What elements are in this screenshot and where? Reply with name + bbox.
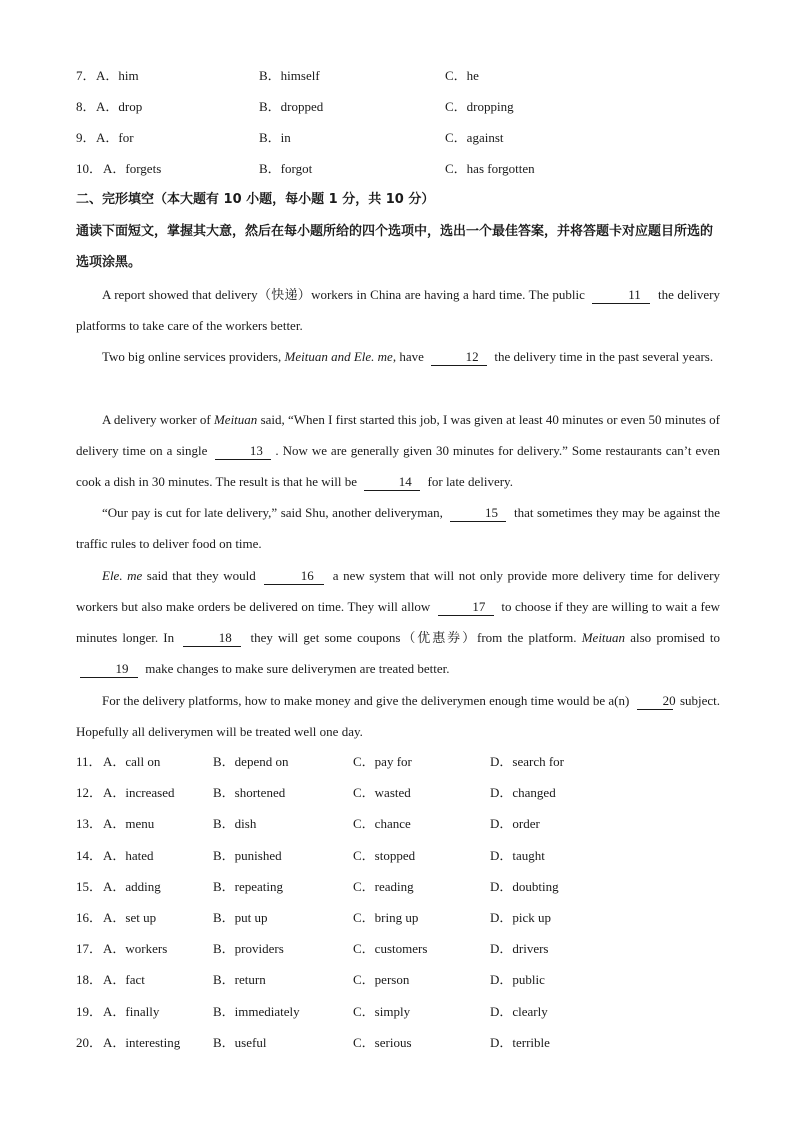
passage-text-italic: Meituan [213, 412, 258, 427]
question-number: 17． [76, 941, 103, 956]
option-c: C．against [445, 130, 504, 145]
passage-text: a new system that will not only provide more delivery time for delivery workers but also make orders be delivered on time. They will allow [76, 568, 720, 614]
question-number: 13． [76, 816, 103, 831]
option-b: B．shortened [213, 785, 286, 800]
blank-11: 11 [592, 287, 650, 304]
option-c: C．simply [353, 1004, 411, 1019]
passage-text: that sometimes they may be against the traffic rules to deliver food on time. [76, 505, 720, 551]
option-d: D．order [490, 816, 540, 831]
question-number: 12． [76, 785, 103, 800]
option-a: A．menu [103, 816, 155, 831]
option-c: C．dropping [445, 99, 514, 114]
passage-text: to choose if they are willing to wait a few minutes longer. In [76, 599, 721, 645]
option-d: D．drivers [490, 941, 549, 956]
option-a: A．increased [103, 785, 175, 800]
passage-paragraph-6 [76, 685, 720, 747]
passage-text-italic: Meituan and Ele. me [284, 349, 393, 364]
passage-paragraph-3 [76, 404, 720, 497]
option-a: A．adding [103, 879, 161, 894]
question-number: 20． [76, 1035, 103, 1050]
option-c: C．bring up [353, 910, 419, 925]
passage-paragraph-1 [76, 279, 720, 341]
option-b: B．put up [213, 910, 268, 925]
option-c: C．he [445, 68, 479, 83]
option-d: D．pick up [490, 910, 552, 925]
question-number: 18． [76, 972, 103, 987]
option-a: A．forgets [103, 161, 162, 176]
option-d: D．doubting [490, 879, 559, 894]
passage-text: . Now we are generally given 30 minutes for delivery.” Some restaurants can’t even cook a dish in 30 minutes. The result is that he will be [76, 443, 720, 489]
option-b: B．useful [213, 1035, 267, 1050]
passage-text: the delivery platforms to take care of the workers better. [76, 287, 721, 333]
option-b: B．return [213, 972, 266, 987]
option-c: C．customers [353, 941, 428, 956]
question-number: 14． [76, 848, 103, 863]
blank-18: 18 [183, 630, 241, 647]
passage-text: “Our pay is cut for late delivery,” said Shu, another deliveryman, [102, 505, 443, 520]
option-b: B．dish [213, 816, 257, 831]
option-a: A．finally [103, 1004, 160, 1019]
passage-text-italic: Ele. me [102, 568, 143, 583]
question-number: 8． [76, 99, 96, 114]
option-a: A．set up [103, 910, 157, 925]
option-c: C．wasted [353, 785, 411, 800]
option-a: A．for [96, 130, 134, 145]
blank-12: 12 [431, 349, 487, 366]
blank-20: 20 [637, 693, 673, 710]
option-d: D．clearly [490, 1004, 548, 1019]
option-b: B．forgot [259, 161, 313, 176]
passage-text: A report showed that delivery（快递）workers in China are having a hard time. The public [102, 287, 585, 302]
passage-text: said, “When I first started this job, I was given at least 40 minutes or even 50 minutes of delivery time on a single [76, 412, 720, 458]
option-b: B．repeating [213, 879, 284, 894]
option-d: D．taught [490, 848, 545, 863]
option-a: A．interesting [103, 1035, 181, 1050]
passage-paragraph-2 [76, 341, 720, 372]
option-b: B．providers [213, 941, 284, 956]
option-b: B．in [259, 130, 291, 145]
section-title: 二、完形填空（本大题有 10 小题，每小题 1 分，共 10 分） [76, 192, 435, 207]
passage-text: Two big online services providers, [102, 349, 282, 364]
option-d: D．public [490, 972, 545, 987]
option-a: A．call on [103, 754, 161, 769]
option-d: D．search for [490, 754, 564, 769]
blank-13: 13 [215, 443, 271, 460]
passage-paragraph-4 [76, 497, 720, 559]
passage-text: they will get some coupons（优惠券）from the platform. [250, 630, 577, 645]
blank-19: 19 [80, 661, 138, 678]
option-b: B．himself [259, 68, 320, 83]
option-c: C．reading [353, 879, 414, 894]
option-b: B．dropped [259, 99, 324, 114]
option-b: B．immediately [213, 1004, 300, 1019]
blank-14: 14 [364, 474, 420, 491]
question-number: 7． [76, 68, 96, 83]
blank-17: 17 [438, 599, 494, 616]
blank-15: 15 [450, 505, 506, 522]
option-a: A．him [96, 68, 139, 83]
option-c: C．pay for [353, 754, 412, 769]
passage-paragraph-5 [76, 560, 720, 684]
question-number: 16． [76, 910, 103, 925]
option-b: B．depend on [213, 754, 289, 769]
passage-text-italic: Meituan [581, 630, 626, 645]
passage-text: the delivery time in the past several years. [494, 349, 714, 364]
option-a: A．drop [96, 99, 143, 114]
passage-text: subject. Hopefully all deliverymen will be treated well one day. [76, 693, 721, 739]
passage-text: , have [392, 349, 424, 364]
question-number: 9． [76, 130, 96, 145]
option-d: D．terrible [490, 1035, 550, 1050]
section-instruction: 通读下面短文，掌握其大意，然后在每小题所给的四个选项中，选出一个最佳答案，并将答题卡对应题目所选的选项涂黑。 [76, 224, 714, 270]
option-c: C．person [353, 972, 410, 987]
passage-text: said that they would [146, 568, 256, 583]
option-a: A．hated [103, 848, 154, 863]
question-number: 15． [76, 879, 103, 894]
question-number: 19． [76, 1004, 103, 1019]
option-c: C．has forgotten [445, 161, 535, 176]
option-d: D．changed [490, 785, 556, 800]
blank-16: 16 [264, 568, 324, 585]
question-number: 11． [76, 754, 102, 769]
question-number: 10． [76, 161, 103, 176]
option-a: A．workers [103, 941, 168, 956]
option-c: C．serious [353, 1035, 412, 1050]
passage-text: for late delivery. [427, 474, 513, 489]
passage-text: also promised to [630, 630, 721, 645]
option-c: C．chance [353, 816, 411, 831]
passage-text: make changes to make sure deliverymen are treated better. [145, 661, 450, 676]
option-b: B．punished [213, 848, 282, 863]
option-a: A．fact [103, 972, 145, 987]
passage-text: A delivery worker of [102, 412, 211, 427]
passage-text: For the delivery platforms, how to make money and give the deliverymen enough time would be a(n) [102, 693, 630, 708]
option-c: C．stopped [353, 848, 416, 863]
